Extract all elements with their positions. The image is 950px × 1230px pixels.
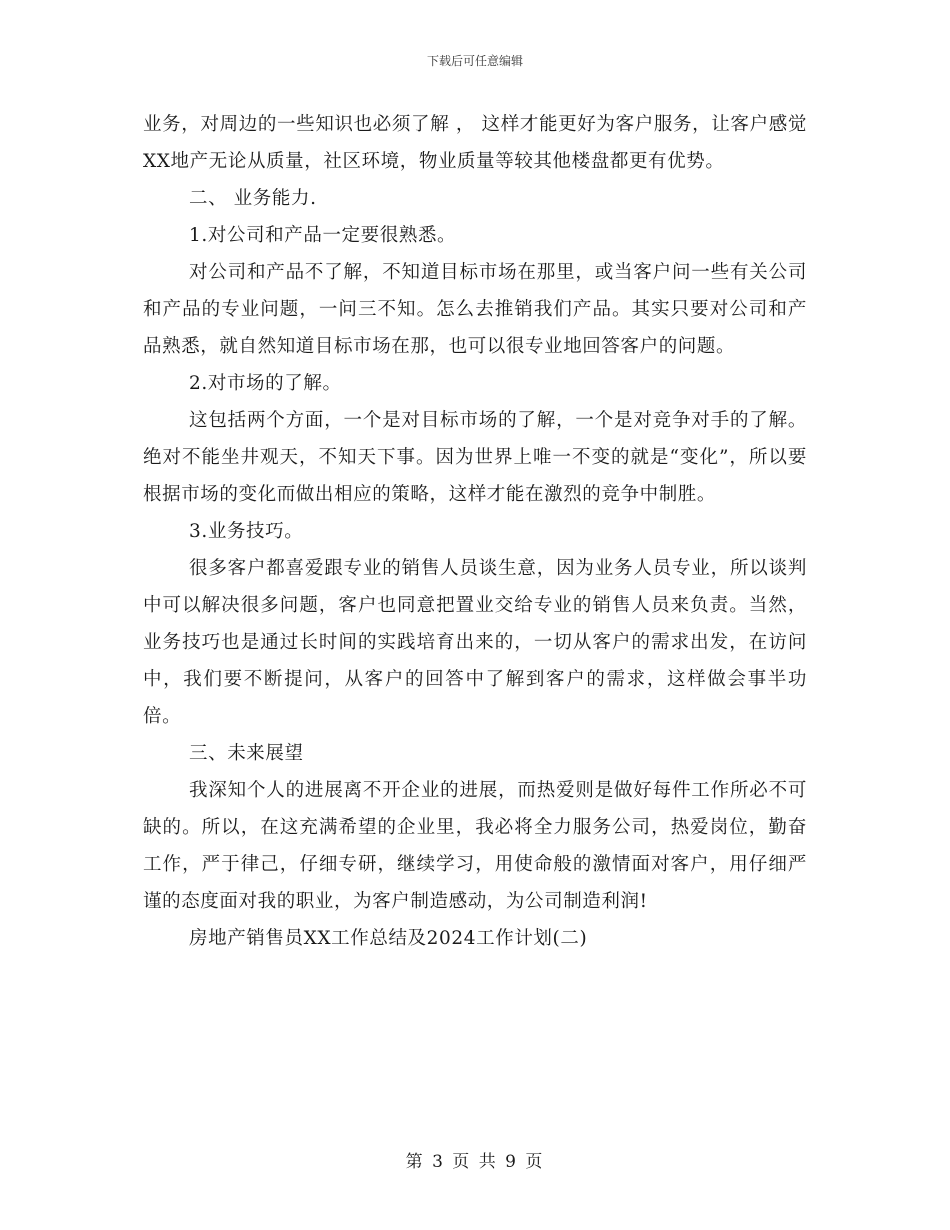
- subsection-heading: 2.对市场的了解。: [189, 373, 342, 394]
- paragraph: 很多客户都喜爱跟专业的销售人员谈生意，因为业务人员专业，所以谈判中可以解决很多问题，客户也同意把置业交给专业的销售人员来负责。当然，业务技巧也是通过长时间的实践培育出来的，一切从客户的需求出发，在访问中，我们要不断提问，从客户的回答中了解到客户的需求，这样做会事半功倍。: [143, 558, 807, 727]
- paragraph: 业务，对周边的一些知识也必须了解 ， 这样才能更好为客户服务，让客户感觉XX地产无论从质量，社区环境，物业质量等较其他楼盘都更有优势。: [143, 114, 807, 172]
- page-number: 第 3 页 共 9 页: [405, 1152, 545, 1172]
- paragraph: 这包括两个方面，一个是对目标市场的了解，一个是对竞争对手的了解。绝对不能坐井观天，不知天下事。因为世界上唯一不变的就是“变化”，所以要根据市场的变化而做出相应的策略，这样才能在激烈的竞争中制胜。: [143, 410, 807, 505]
- document-body: [143, 106, 807, 957]
- document-subtitle: 房地产销售员XX工作总结及2024工作计划(二): [189, 928, 588, 949]
- section-heading: 二、 业务能力.: [189, 188, 317, 209]
- paragraph: 对公司和产品不了解，不知道目标市场在那里，或当客户问一些有关公司和产品的专业问题，一问三不知。怎么去推销我们产品。其实只要对公司和产品熟悉，就自然知道目标市场在那，也可以很专业地回答客户的问题。: [143, 262, 807, 357]
- paragraph: 我深知个人的进展离不开企业的进展，而热爱则是做好每件工作所必不可缺的。所以，在这充满希望的企业里，我必将全力服务公司，热爱岗位，勤奋工作，严于律己，仔细专研，继续学习，用使命般的激情面对客户，用仔细严谨的态度面对我的职业，为客户制造感动，为公司制造利润!: [143, 780, 807, 912]
- page-header: 下载后可任意编辑: [426, 54, 523, 68]
- subsection-heading: 1.对公司和产品一定要很熟悉。: [189, 225, 457, 246]
- section-heading: 三、未来展望: [189, 743, 304, 764]
- subsection-heading: 3.业务技巧。: [189, 521, 304, 542]
